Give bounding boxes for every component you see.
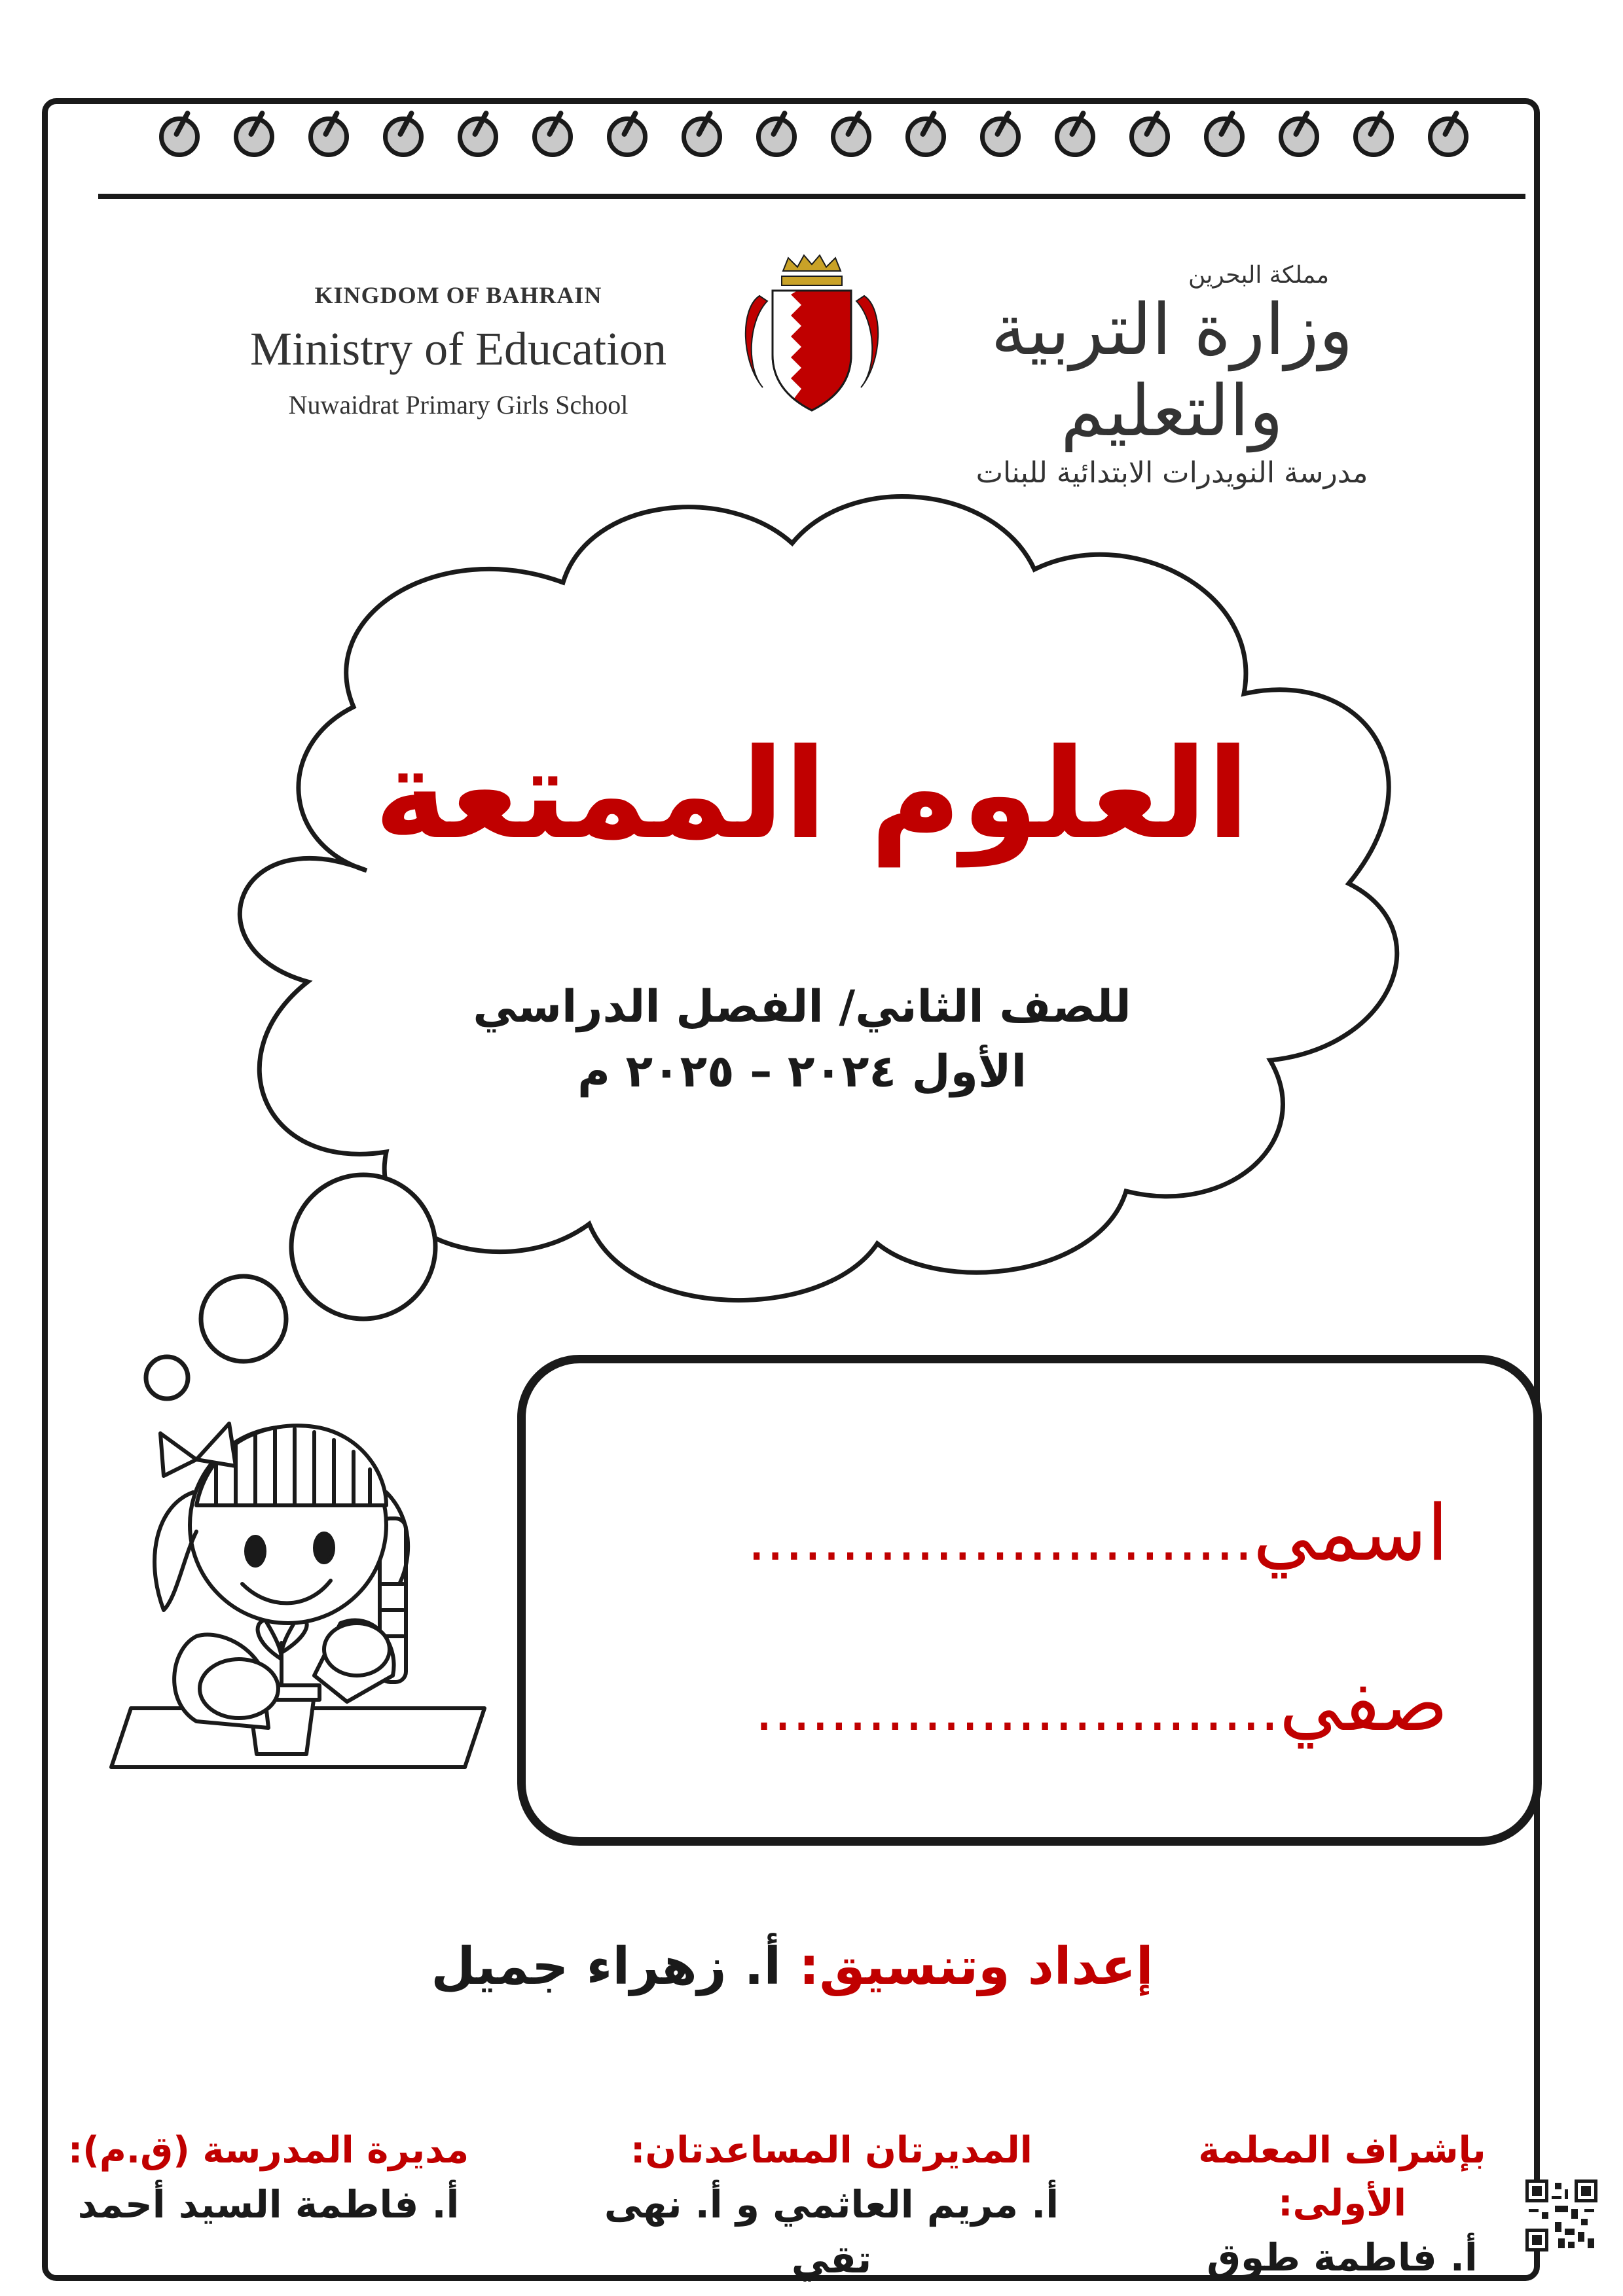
signature-name: أ. فاطمة السيد أحمد [77,2182,460,2227]
country-name-en: KINGDOM OF BAHRAIN [314,282,602,308]
subtitle-line-1: للصف الثاني/ الفصل الدراسي [473,981,1131,1033]
qr-code-icon [1525,2179,1597,2251]
class-label: صفي [1279,1658,1448,1748]
country-name-ar: مملكة البحرين [1188,262,1329,289]
signature-title: المديرتان المساعدتان: [630,2129,1032,2172]
signature-first-teacher [1133,2124,1552,2285]
prepared-by [367,1937,1218,1996]
page-subtitle [393,975,1211,1104]
signature-name: أ. مريم العاثمي و أ. نهى تقي [604,2182,1059,2282]
class-dots: ............................ [754,1676,1279,1744]
girl-plant-illustration-icon [98,1361,491,1806]
class-field[interactable] [754,1658,1448,1748]
school-name-ar: مدرسة النويدرات الابتدائية للبنات [976,456,1368,490]
signature-title: بإشراف المعلمة الأولى: [1198,2129,1486,2225]
prepared-by-label: إعداد وتنسيق: [799,1937,1154,1996]
signature-principal [59,2124,478,2232]
subtitle-line-2: الأول ٢٠٢٤ – ٢٠٢٥ م [577,1045,1027,1098]
page-title: العلوم الممتعة [374,722,1250,867]
ministry-name-en: Ministry of Education [250,323,666,375]
ministry-name-ar: وزارة التربية والتعليم [991,289,1353,453]
prepared-by-name: أ. زهراء جميل [431,1937,782,1996]
school-name-en: Nuwaidrat Primary Girls School [288,390,629,420]
student-info-box [517,1355,1542,1846]
signature-assistant-principals [576,2124,1087,2287]
name-field[interactable] [747,1488,1448,1578]
signature-title: مديرة المدرسة (ق.م): [67,2129,469,2172]
name-dots: ........................... [747,1505,1253,1574]
name-label: اسمي [1252,1488,1448,1578]
signature-name: أ. فاطمة طوق [1207,2235,1478,2280]
